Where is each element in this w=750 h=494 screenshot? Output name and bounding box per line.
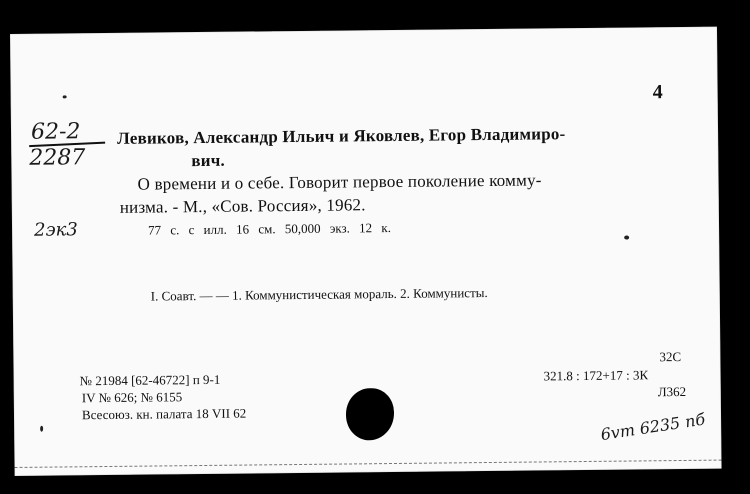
classification-2: 321.8 : 172+17 : 3К (543, 367, 649, 384)
classification-3: Л362 (657, 383, 687, 400)
speck (624, 236, 629, 240)
classification-1: 32С (659, 348, 682, 365)
speck (63, 95, 67, 98)
speck (40, 426, 43, 432)
author-heading: Левиков, Александр Ильич и Яковлев, Егор Владимиро- (116, 124, 566, 148)
title-line: О времени и о себе. Говорит первое поколение комму- (137, 170, 542, 194)
catalog-card (10, 27, 722, 476)
handwritten-corner-note: 6vm 6235 пб (599, 409, 707, 445)
registration-line-1: № 21984 [62-46722] п 9-1 (79, 371, 221, 389)
subject-headings: I. Соавт. — — 1. Коммунистическая мораль. 2. Коммунисты. (150, 285, 488, 304)
handwritten-side-note: 2эк3 (33, 219, 78, 241)
card-bottom-edge (15, 460, 722, 468)
handwritten-number: 2287 (29, 145, 86, 171)
physical-description: 77 с. с илл. 16 см. 50,000 экз. 12 к. (147, 220, 392, 238)
handwritten-class: 62-2 (30, 119, 81, 145)
author-heading-cont: вич. (191, 150, 226, 171)
ink-blot (346, 388, 395, 440)
page-number: 4 (652, 81, 663, 104)
registration-line-2: IV № 626; № 6155 (81, 389, 183, 406)
registration-line-3: Всесоюз. кн. палата 18 VII 62 (81, 405, 247, 423)
title-line-cont: низма. - М., «Сов. Россия», 1962. (119, 195, 366, 217)
